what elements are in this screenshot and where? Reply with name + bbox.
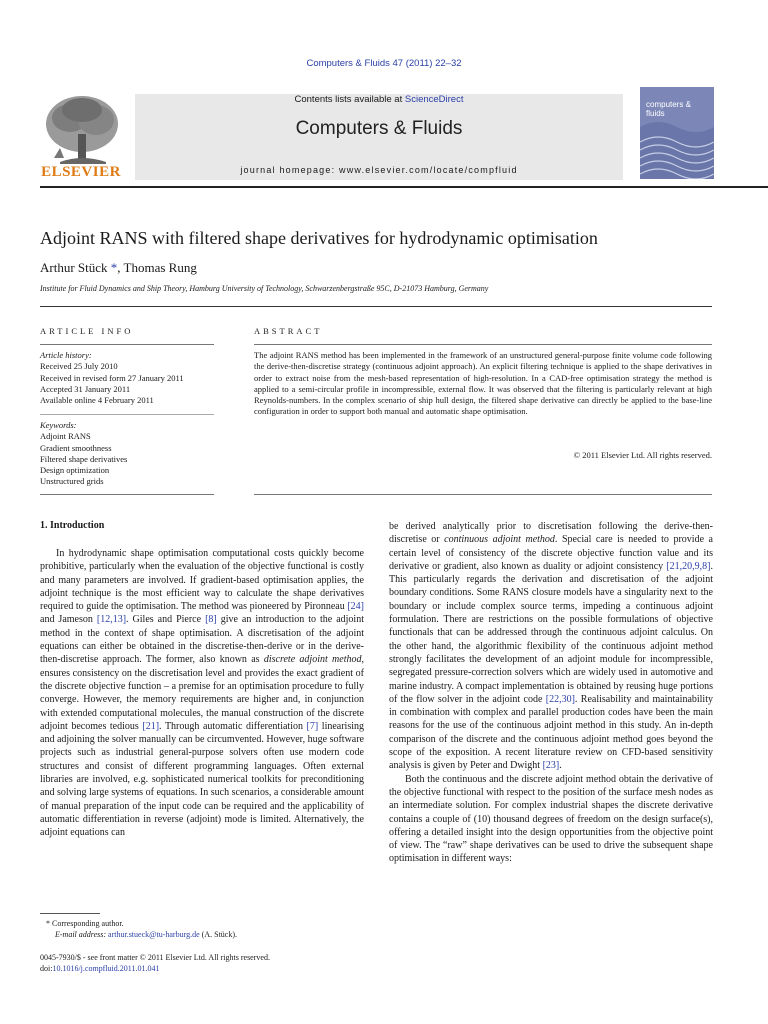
citation-link[interactable]: [22,30] <box>545 693 575 705</box>
journal-title: Computers & Fluids <box>295 118 463 139</box>
citation-link[interactable]: [7] <box>306 720 319 732</box>
keyword-item: Unstructured grids <box>40 476 104 487</box>
history-item: Accepted 31 January 2011 <box>40 383 131 394</box>
journal-homepage: journal homepage: www.elsevier.com/locate/compfluid <box>240 165 518 175</box>
paragraph: be derived analytically prior to discretisation following the derive-then-discretise or continuous adjoint method. Special care is needed to provide a certain level of consistency of the discrete objective function value and its derivative or gradient, also known as duality or adjoint consistency [21,20,9,8]. This particularly regards the derivation and discretisation of the adjoint boundary conditions. Some RANS closure models have a singularity next to the boundary or include complex source terms, impeding a continuous adjoint formulation. There are restrictions on the possible formulations of objective functionals that can be addressed through the continuous adjoint calculus. On the other hand, the algorithmic flexibility of the continuous adjoint method strongly facilitates the development of an adjoint module for incompressible, segregated pressure-correction solvers which are widely used in automotive and marine industry. A compact implementation is obtained by reusing huge portions of the flow solver in the adjoint code [22,30]. Realisability and maintainability in combination with complex and parallel production codes have been the main reasons for the use of the continuous adjoint method in this study. An in-depth comparison of the discrete and the continuous adjoint method goes beyond the scope of the exposition. A recent literature review on CFD-based sensitivity analysis is given by Peter and Dwight [23]. <box>389 521 713 772</box>
info-rule <box>40 344 214 345</box>
front-matter <box>40 952 380 974</box>
abstract-rule <box>254 494 712 495</box>
article-history <box>40 350 230 406</box>
footnotes <box>46 918 366 940</box>
citation-link[interactable]: [21] <box>142 720 160 732</box>
article-info-heading: ARTICLE INFO <box>40 326 134 336</box>
doi-link[interactable]: 10.1016/j.compfluid.2011.01.041 <box>52 964 160 973</box>
citation-link[interactable]: [21,20,9,8] <box>666 560 711 572</box>
corresponding-author-note: * Corresponding author. <box>46 919 124 928</box>
citation-link[interactable]: [24] <box>347 601 364 613</box>
keyword-item: Filtered shape derivatives <box>40 453 128 464</box>
abstract-text: The adjoint RANS method has been implemented in the framework of an unstructured general-purpose finite volume code following the derive-then-discretise strategy (continuous adjoint approach). An explicit filtering technique is applied to the shape derivatives in order to extract noise from the mesh-based representation of high-resolution. In a CAD-free optimisation strategy the method is applied to a semi-circular profile in incompressible, external flow. It was observed that the filtering is particularly relevant at high Reynolds-numbers. In the complex scenario of ship hull design, the filtered shape derivative can directly be applied to the base-line configuration in order to support both manual and automatic shape optimisation. <box>254 350 712 417</box>
history-item: Received 25 July 2010 <box>40 361 118 372</box>
history-item: Available online 4 February 2011 <box>40 395 154 406</box>
copyright: © 2011 Elsevier Ltd. All rights reserved. <box>573 450 712 460</box>
doi-line: doi:10.1016/j.compfluid.2011.01.041 <box>40 964 160 973</box>
banner-rule <box>40 186 768 188</box>
keywords-label: Keywords: <box>40 420 77 430</box>
journal-reference[interactable]: Computers & Fluids 47 (2011) 22–32 <box>306 58 462 69</box>
authors: Arthur Stück *, Thomas Rung <box>40 260 197 275</box>
affiliation: Institute for Fluid Dynamics and Ship Theory, Hamburg University of Technology, Schwarzenbergstraße 95C, D-21073 Hamburg, Germany <box>40 284 489 293</box>
footnote-rule <box>40 913 100 914</box>
elsevier-wordmark: ELSEVIER <box>41 164 121 180</box>
right-column <box>389 520 713 866</box>
citation-link[interactable]: [12,13] <box>96 614 127 626</box>
citation-link[interactable]: [8] <box>205 614 217 626</box>
left-column <box>40 547 364 840</box>
paragraph: Both the continuous and the discrete adjoint method obtain the derivative of the objective functional with respect to the position of the surface mesh nodes as an intermediate solution. For complex industrial shapes the discrete derivative contains a couple of (10) thousand degrees of freedom on the design surface(s), offering a detailed insight into the design opportunities from the objective point of view. The “raw” shape derivatives can be used to drive the subsequent shape optimisation in different ways: <box>389 773 713 865</box>
author-name: Thomas Rung <box>123 260 197 275</box>
info-rule <box>40 494 214 495</box>
email-link[interactable]: arthur.stueck@tu-harburg.de <box>108 930 200 939</box>
keyword-item: Adjoint RANS <box>40 431 91 442</box>
homepage-url-link[interactable]: www.elsevier.com/locate/compfluid <box>339 165 518 175</box>
cover-title: computers & fluids <box>646 100 691 118</box>
sciencedirect-link[interactable]: ScienceDirect <box>404 94 464 105</box>
contents-line: Contents lists available at ScienceDirect <box>294 94 464 105</box>
history-item: Received in revised form 27 January 2011 <box>40 372 184 383</box>
citation-link[interactable]: [23] <box>542 760 560 772</box>
email-note: E-mail address: arthur.stueck@tu-harburg.de (A. Stück). <box>55 930 237 939</box>
front-matter-line: 0045-7930/$ - see front matter © 2011 Elsevier Ltd. All rights reserved. <box>40 953 270 962</box>
abstract-heading: ABSTRACT <box>254 326 323 336</box>
keywords <box>40 420 230 488</box>
section-heading: 1. Introduction <box>40 520 105 531</box>
paragraph: In hydrodynamic shape optimisation computational costs quickly become prohibitive, particularly when the evaluation of the objective functional is costly and many parameters are involved. If gradient-based optimisation applies, the adjoint technique is the most efficient way to calculate the shape derivatives required to guide the optimisation. The method was pioneered by Pironneau [24] and Jameson [12,13]. Giles and Pierce [8] give an introduction to the adjoint method in the context of shape optimisation. A discretisation of the adjoint equations can either be obtained in the discretise-then-derive or in the derive-then-discretise approach. The former, also known as discrete adjoint method, ensures consistency on the discretisation level and provides the exact gradient of the discrete objective function – a premise for an optimisation procedure to fully converge. However, the memory requirements are higher and, in conjunction with extended computational molecules, the manual construction of the discrete adjoint becomes tedious [21]. Through automatic differentiation [7] linearising and adjoining the solver manually can be circumvented. However, huge software projects such as industrial general-purpose solvers often use modern code structures and consist of different programming languages. Often external libraries are involved, e.g. sophisticated numerical toolkits for preconditioning and solving large systems of equations. In such scenarios, a considerable amount of manual preparation of the input code can be required and the applicability of automatic differentiation in reverse (adjoint) mode is limited. Alternatively, the adjoint equations can <box>40 548 365 839</box>
corresponding-author-mark[interactable]: * <box>107 260 118 275</box>
keyword-item: Design optimization <box>40 465 110 476</box>
author-name: Arthur Stück <box>40 260 108 275</box>
keyword-item: Gradient smoothness <box>40 442 112 453</box>
article-title: Adjoint RANS with filtered shape derivatives for hydrodynamic optimisation <box>40 228 598 248</box>
title-rule <box>40 306 712 307</box>
abstract-rule <box>254 344 712 345</box>
history-label: Article history: <box>40 350 92 360</box>
info-rule <box>40 414 214 415</box>
